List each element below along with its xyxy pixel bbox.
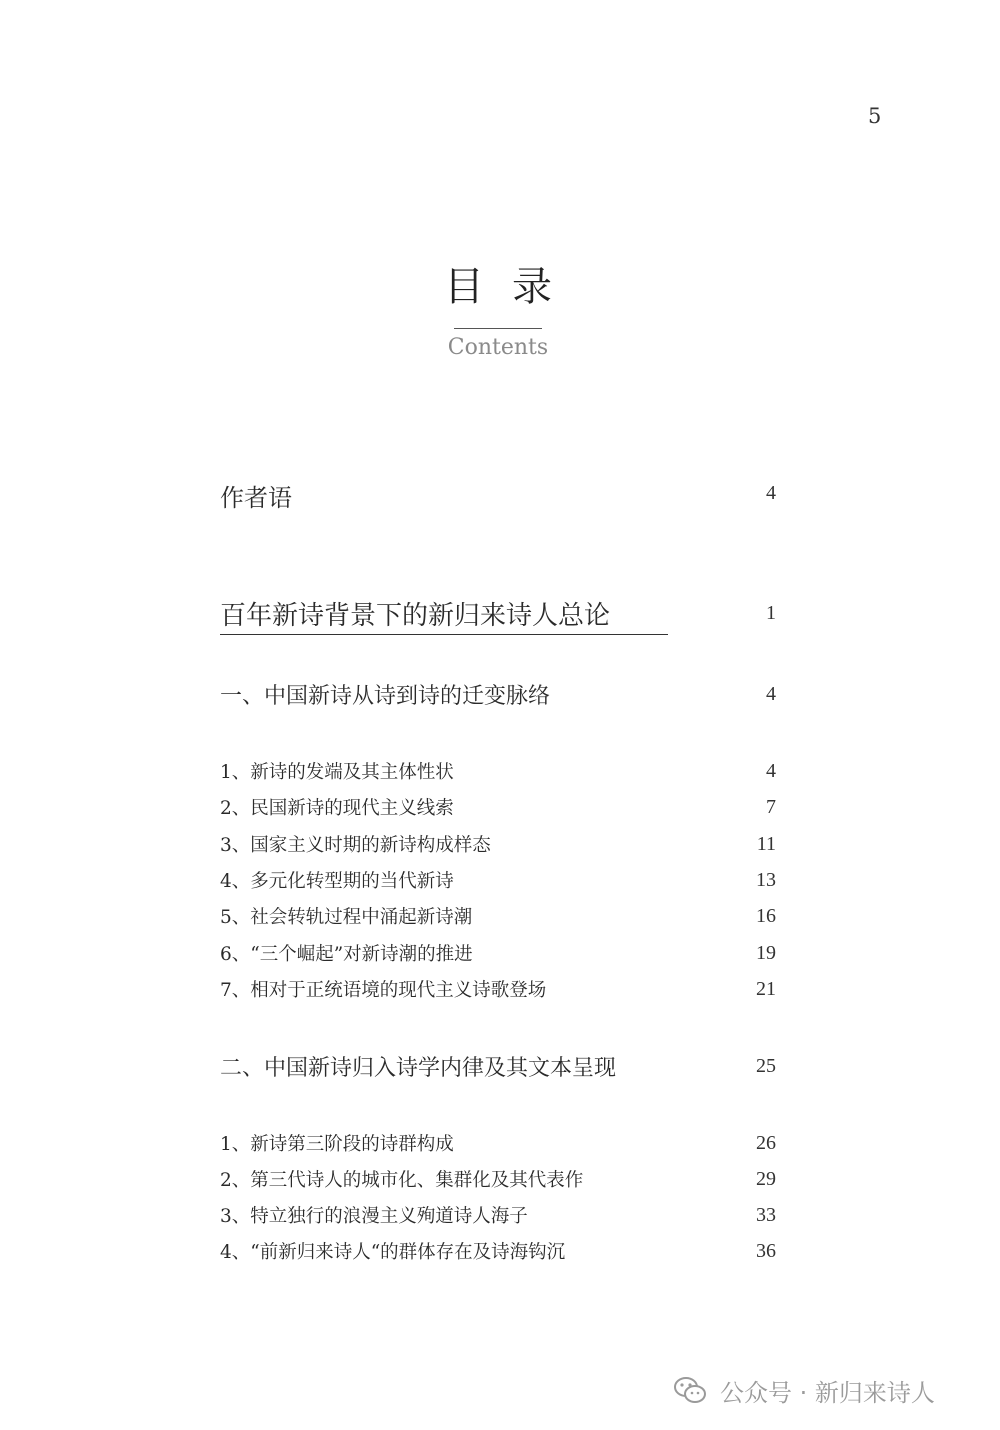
toc-item: 1、新诗第三阶段的诗群构成 bbox=[220, 1134, 454, 1155]
toc-chapter2-label: 二、中国新诗归入诗学内律及其文本呈现 bbox=[220, 1056, 617, 1081]
toc-item-page: 26 bbox=[756, 1132, 776, 1154]
page-subtitle: Contents bbox=[447, 335, 549, 360]
toc-item-page: 33 bbox=[756, 1204, 776, 1226]
title-divider bbox=[454, 328, 542, 329]
wechat-icon bbox=[670, 1370, 710, 1410]
toc-item-page: 11 bbox=[756, 833, 776, 855]
toc-item-page: 16 bbox=[756, 905, 776, 927]
page-number: 5 bbox=[868, 104, 882, 128]
watermark bbox=[670, 1370, 935, 1410]
toc-part-label: 百年新诗背景下的新归来诗人总论 bbox=[220, 601, 611, 631]
toc-part-page: 1 bbox=[766, 602, 776, 624]
toc-item-page: 13 bbox=[756, 869, 776, 891]
toc-item-page: 19 bbox=[756, 942, 776, 964]
part-underline bbox=[220, 634, 668, 635]
toc-item: 1、新诗的发端及其主体性状 bbox=[220, 762, 454, 783]
toc-chapter2-page: 25 bbox=[756, 1055, 776, 1077]
toc-preface-page: 4 bbox=[766, 482, 776, 504]
page-title: 目录 bbox=[444, 264, 580, 310]
toc-item-page: 7 bbox=[766, 796, 776, 818]
toc-preface-label: 作者语 bbox=[220, 484, 292, 512]
toc-item: 6、“三个崛起”对新诗潮的推进 bbox=[220, 944, 473, 965]
toc-item: 2、民国新诗的现代主义线索 bbox=[220, 798, 454, 819]
toc-chapter1-label: 一、中国新诗从诗到诗的迁变脉络 bbox=[220, 684, 551, 709]
toc-item: 3、国家主义时期的新诗构成样态 bbox=[220, 835, 491, 856]
toc-item: 5、社会转轨过程中涌起新诗潮 bbox=[220, 907, 473, 928]
toc-item: 2、第三代诗人的城市化、集群化及其代表作 bbox=[220, 1170, 584, 1191]
toc-item-page: 4 bbox=[766, 760, 776, 782]
toc-item-page: 29 bbox=[756, 1168, 776, 1190]
toc-chapter1-page: 4 bbox=[766, 683, 776, 705]
toc-item: 7、相对于正统语境的现代主义诗歌登场 bbox=[220, 980, 547, 1001]
watermark-text: 公众号 · 新归来诗人 bbox=[720, 1378, 935, 1407]
toc-item-page: 36 bbox=[756, 1240, 776, 1262]
toc-item: 4、“前新归来诗人“的群体存在及诗海钩沉 bbox=[220, 1242, 566, 1263]
toc-item: 4、多元化转型期的当代新诗 bbox=[220, 871, 454, 892]
toc-item-page: 21 bbox=[756, 978, 776, 1000]
toc-item: 3、特立独行的浪漫主义殉道诗人海子 bbox=[220, 1206, 528, 1227]
